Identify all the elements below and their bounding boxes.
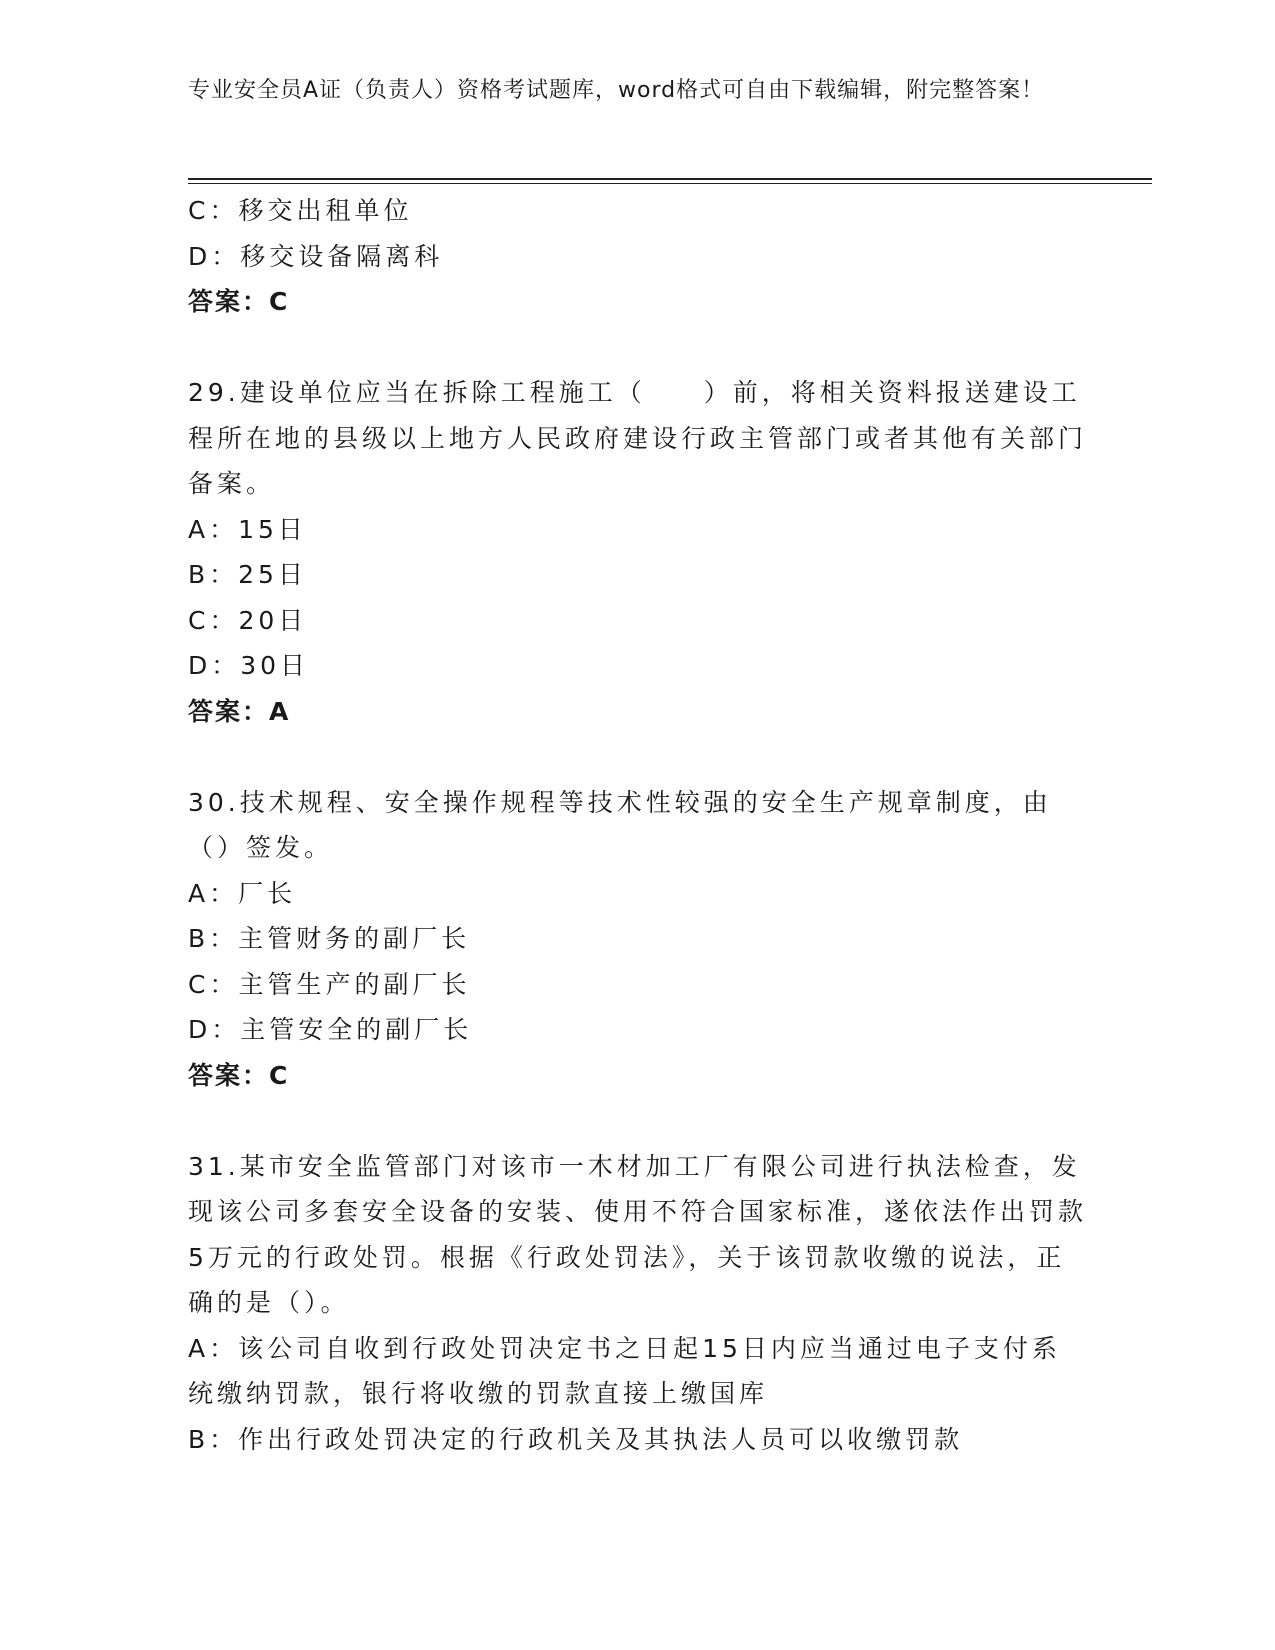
answer-line: 答案：C <box>188 287 290 316</box>
question-text: 29.建设单位应当在拆除工程施工（ ）前，将相关资料报送建设工程所在地的县级以上地方人民政府建设行政主管部门或者其他有关部门备案。 <box>188 378 1088 498</box>
question-30 <box>188 780 1088 1099</box>
option-b: B：25日 <box>188 560 307 589</box>
option-c: C：主管生产的副厂长 <box>188 969 471 999</box>
option-a: A：15日 <box>188 514 307 544</box>
header-divider-thin <box>188 183 1152 184</box>
answer-line: 答案：C <box>188 1060 290 1090</box>
option-d: D：主管安全的副厂长 <box>188 1015 473 1044</box>
option-c: C：移交出租单位 <box>188 196 413 225</box>
question-28-tail <box>188 188 1088 325</box>
option-d: D：30日 <box>188 651 310 680</box>
header-divider-thick <box>188 178 1152 180</box>
option-a: A：厂长 <box>188 878 297 908</box>
answer-line: 答案：A <box>188 696 291 726</box>
question-content <box>188 188 1088 1462</box>
question-29 <box>188 370 1088 734</box>
option-a: A：该公司自收到行政处罚决定书之日起15日内应当通过电子支付系统缴纳罚款，银行将收缴的罚款直接上缴国库 <box>188 1333 1061 1408</box>
page-header: 专业安全员A证（负责人）资格考试题库，word格式可自由下载编辑，附完整答案！ <box>188 78 1045 103</box>
option-d: D：移交设备隔离科 <box>188 241 444 271</box>
question-text: 30.技术规程、安全操作规程等技术性较强的安全生产规章制度，由（）签发。 <box>188 787 1052 862</box>
option-c: C：20日 <box>188 605 308 635</box>
question-31 <box>188 1144 1088 1463</box>
option-b: B：作出行政处罚决定的行政机关及其执法人员可以收缴罚款 <box>188 1424 964 1454</box>
option-b: B：主管财务的副厂长 <box>188 924 471 953</box>
question-text: 31.某市安全监管部门对该市一木材加工厂有限公司进行执法检查，发现该公司多套安全设备的安装、使用不符合国家标准，遂依法作出罚款5万元的行政处罚。根据《行政处罚法》，关于该罚款收缴的说法，正确的是（）。 <box>188 1151 1088 1317</box>
